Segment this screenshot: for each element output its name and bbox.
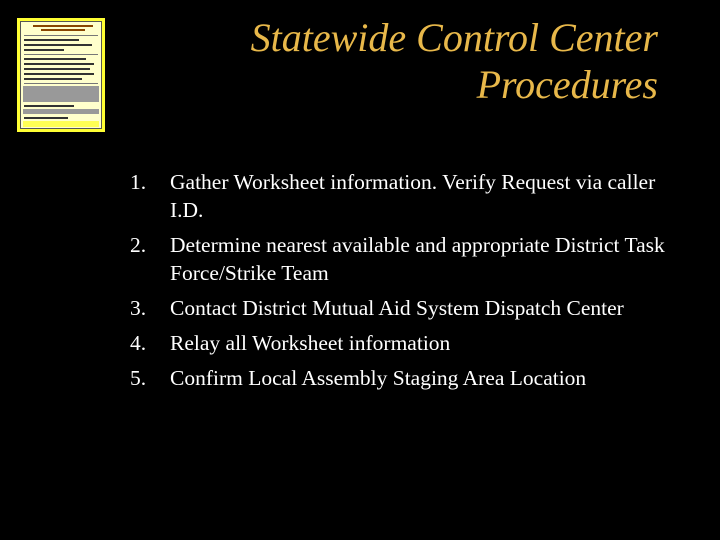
list-item bbox=[130, 231, 682, 287]
thumb-field bbox=[24, 78, 82, 80]
thumb-subheading bbox=[41, 29, 85, 31]
thumb-rule bbox=[24, 54, 98, 55]
step-number: 4. bbox=[130, 331, 147, 355]
list-item bbox=[130, 364, 682, 392]
thumb-grey-block bbox=[23, 86, 99, 102]
title-line-2: Procedures bbox=[476, 62, 658, 107]
list-item bbox=[130, 168, 682, 224]
worksheet-thumbnail-image bbox=[17, 18, 105, 132]
list-item bbox=[130, 329, 682, 357]
thumb-heading bbox=[33, 25, 93, 27]
list-item bbox=[130, 294, 682, 322]
worksheet-form-graphic bbox=[20, 21, 102, 129]
thumb-field bbox=[24, 39, 79, 41]
step-number: 1. bbox=[130, 170, 147, 194]
thumb-rule bbox=[24, 35, 98, 36]
step-text: Gather Worksheet information. Verify Request via caller I.D. bbox=[170, 170, 656, 222]
slide-title bbox=[150, 14, 658, 108]
step-number: 3. bbox=[130, 296, 147, 320]
step-text: Confirm Local Assembly Staging Area Location bbox=[170, 366, 587, 390]
step-number: 5. bbox=[130, 366, 147, 390]
thumb-field bbox=[24, 58, 86, 60]
step-number: 2. bbox=[130, 233, 147, 257]
thumb-field bbox=[24, 68, 90, 70]
procedure-list bbox=[130, 168, 682, 399]
title-line-1: Statewide Control Center bbox=[250, 15, 658, 60]
thumb-field bbox=[24, 117, 68, 119]
step-text: Determine nearest available and appropriate District Task Force/Strike Team bbox=[170, 233, 665, 285]
thumb-rule bbox=[24, 83, 98, 84]
step-text: Contact District Mutual Aid System Dispatch Center bbox=[170, 296, 624, 320]
step-text: Relay all Worksheet information bbox=[170, 331, 451, 355]
thumb-field bbox=[24, 63, 94, 65]
thumb-field bbox=[24, 44, 92, 46]
thumb-grey-block bbox=[23, 109, 99, 114]
thumb-field bbox=[24, 73, 94, 75]
thumb-yellow-block bbox=[23, 121, 99, 127]
thumb-field bbox=[24, 49, 64, 51]
thumb-field bbox=[24, 105, 74, 107]
